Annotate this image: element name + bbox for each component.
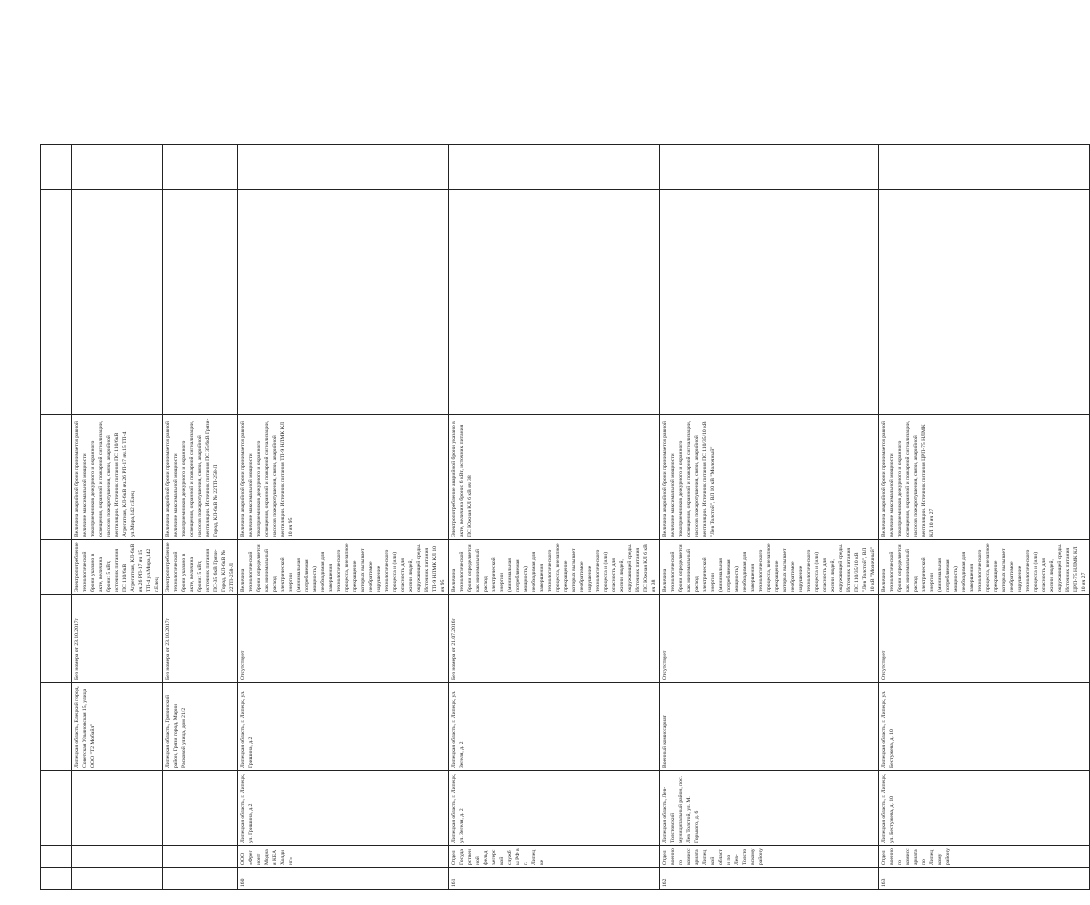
table-row bbox=[879, 145, 1090, 890]
org-address bbox=[72, 771, 163, 846]
row-number: 163 bbox=[879, 868, 1090, 890]
table-row bbox=[163, 145, 238, 890]
empty-cell bbox=[238, 145, 449, 190]
org-address: Липецкая область, г. Липецк, ул. Бестужева, д. 10 bbox=[879, 771, 1090, 846]
org-name: Отдел Государственной фельдъегерской службы РФ в г. Липецке bbox=[449, 846, 660, 868]
tech-reserve-text: Электропотребление технологической брони указано в акте, величина брони: 5 кВт, источник питания ПС 110/6кВ Агрегатная, КЛ-6кВ яч.26 РП-17 яч 15 ТП-4 ул.Мира,142 г.Елец bbox=[72, 540, 163, 595]
row-number: 162 bbox=[660, 868, 879, 890]
object-location: Липецкая область, Грязинский район, Грязи город, Марии Расковой улица, дом 21/2 bbox=[163, 683, 238, 771]
empty-cell bbox=[72, 145, 163, 190]
org-name: ООО «Фрегионт Модная КЕА Холдинг» bbox=[238, 846, 449, 868]
tech-reserve-text: Величина технологической брони определяется как минимальный расход электрической энергии (минимальная потребляемая мощность) необходимая для завершения технологического процесса, внезапное прекращение которых вызывает необратимое нарушение технологического процесса и (или) опасность для жизни людей, окружающей среды. Источник питания ЦРП-75 НЛМК КЛ 10 яч 27 bbox=[879, 540, 1090, 595]
header-strip-row bbox=[41, 145, 72, 890]
emergency-reserve-text: Величина аварийной брони принимается равной величине максимальной мощности токоприемников дежурного и охранного освещения, охранной и пожарной сигнализации, насосов пожаротушения, связи, аварийной вентиляции. Источник питания ПС 110/6кВ Агрегатная, КЛ-6кВ яч.26 РП-17 яч.15 ТП-4 ул.Мира,142 г.Елец bbox=[72, 415, 163, 540]
org-address bbox=[163, 771, 238, 846]
table-row bbox=[238, 145, 449, 890]
object-location: Липецкая область, г. Липецк, ул. Гришина, д.2 bbox=[238, 683, 449, 771]
act-date: Отсутствует bbox=[660, 595, 879, 683]
act-date: Без номера от 23.10.2017г bbox=[72, 595, 163, 683]
empty-cell bbox=[660, 145, 879, 190]
table-row bbox=[72, 145, 163, 890]
tech-reserve-text: Величина технологической брони определяется как минимальный расход электрической энергии (минимальная потребляемая мощность) необходимая для завершения технологического процесса, внезапное прекращение которых вызывает необратимое нарушение технологического процесса и (или) опасность для жизни людей, окружающей среды. Источник питания ТП-9 НЛМК КЛ 10 яч 95 bbox=[238, 540, 449, 595]
empty-cell bbox=[41, 846, 72, 868]
org-address: Липецкая область, г. Липецк, ул. Зегеля, д. 2 bbox=[449, 771, 660, 846]
empty-cell bbox=[879, 145, 1090, 190]
object-location: Липецкая область, Елецкий город, Советская Ульяновская 15, улица ООО "Т2 Мобайл" bbox=[72, 683, 163, 771]
empty-cell bbox=[41, 540, 72, 595]
object-location: Военный комиссариат bbox=[660, 683, 879, 771]
table-row bbox=[449, 145, 660, 890]
act-date: Без номера от 23.10.2017г bbox=[163, 595, 238, 683]
org-address: Липецкая область, Лев-Толстовский муниципальный район, пос. Лев Толстой, ул. М. Горького, д. 6 bbox=[660, 771, 879, 846]
emergency-reserve-text: Электропотребление аварийной брони указано в акте, величина брони: 6 кВт, источник питания ПС Южная КЛ 6 кВ яч 38 bbox=[449, 415, 660, 540]
empty-cell bbox=[238, 190, 449, 415]
empty-cell bbox=[449, 190, 660, 415]
emergency-reserve-text: Величина аварийной брони принимается равной величине максимальной мощности токоприемников дежурного и охранного освещения, охранной и пожарной сигнализации, насосов пожаротушения, связи, аварийной вентиляции. Источник питания ТП-9 НЛМК КЛ 10 яч 95 bbox=[238, 415, 449, 540]
org-name: Отдел военного комиссариата по Липецкому району bbox=[879, 846, 1090, 868]
emergency-reserve-text: Величина аварийной брони принимается равной величине максимальной мощности токоприемников дежурного и охранного освещения, охранной и пожарной сигнализации, насосов пожаротушения, связи, аварийной вентиляции. Источник питания ПС 110/35/10 кВ "Лев Толстой", ВЛ 10 кВ "Молочный" bbox=[660, 415, 879, 540]
emergency-reserve-text: Величина аварийной брони принимается равной величине максимальной мощности токоприемников дежурного и охранного освещения, охранной и пожарной сигнализации, насосов пожаротушения, связи, аварийной вентиляции. Источник питания ПС 35/6кВ Грязи-Город, КЛ-6кВ № 22ТП-258-Л bbox=[163, 415, 238, 540]
tech-reserve-text: Электропотребление технологической брони указано в акте, величина брони: 5 кВт, источник питания ПС-35 6кВ Грязи-Город, КЛ-6кВ № 22ТП-258-Л bbox=[163, 540, 238, 595]
empty-cell bbox=[41, 190, 72, 415]
empty-cell bbox=[449, 145, 660, 190]
org-address: Липецкая область, г. Липецк, ул. Гришина, д.2 bbox=[238, 771, 449, 846]
tech-reserve-text: Величина технологической брони определяется как минимальный расход электрической энергии (минимальная потребляемая мощность) необходимая для завершения технологического процесса, внезапное прекращение которых вызывает необратимое нарушение технологического процесса и (или) опасность для жизни людей, окружающей среды. Источник питания ПС Южная КЛ 6 кВ яч 38 bbox=[449, 540, 660, 595]
empty-cell bbox=[41, 868, 72, 890]
empty-cell bbox=[41, 415, 72, 540]
empty-cell bbox=[41, 771, 72, 846]
empty-cell bbox=[72, 190, 163, 415]
act-date: Отсутствует bbox=[238, 595, 449, 683]
row-number: 161 bbox=[449, 868, 660, 890]
org-name bbox=[72, 846, 163, 868]
rotated-table-wrapper bbox=[40, 145, 1087, 890]
row-number: 160 bbox=[238, 868, 449, 890]
object-location: Липецкая область, г. Липецк, ул. Зегеля, д. 2 bbox=[449, 683, 660, 771]
empty-cell bbox=[879, 190, 1090, 415]
object-location: Липецкая область, г. Липецк, ул. Бестужева, д. 10 bbox=[879, 683, 1090, 771]
emergency-reserve-text: Величина аварийной брони принимается равной величине максимальной мощности токоприемников дежурного и охранного освещения, охранной и пожарной сигнализации, насосов пожаротушения, связи, аварийной вентиляции. Источник питания ЦРП-75 НЛМК КЛ 10 яч 27 bbox=[879, 415, 1090, 540]
org-name bbox=[163, 846, 238, 868]
act-date: Отсутствует bbox=[879, 595, 1090, 683]
row-number bbox=[72, 868, 163, 890]
empty-cell bbox=[41, 683, 72, 771]
reservation-table bbox=[40, 144, 1090, 890]
empty-cell bbox=[163, 190, 238, 415]
tech-reserve-text: Величина технологической брони определяется как минимальный расход электрической энергии (минимальная потребляемая мощность) необходимая для завершения технологического процесса, внезапное прекращение которых вызывает необратимое нарушение технологического процесса и (или) опасность для жизни людей, окружающей среды. Источник питания ПС 110/35/10 кВ "Лев Толстой", ВЛ 10 кВ "Молочный" bbox=[660, 540, 879, 595]
empty-cell bbox=[163, 145, 238, 190]
empty-cell bbox=[660, 190, 879, 415]
org-name: Отдел военного комиссариата Липецкой области по Лев-Толстовскому району bbox=[660, 846, 879, 868]
row-number bbox=[163, 868, 238, 890]
table-row bbox=[660, 145, 879, 890]
empty-cell bbox=[41, 595, 72, 683]
empty-cell bbox=[41, 145, 72, 190]
act-date: Без номера от 21.07.2016г bbox=[449, 595, 660, 683]
